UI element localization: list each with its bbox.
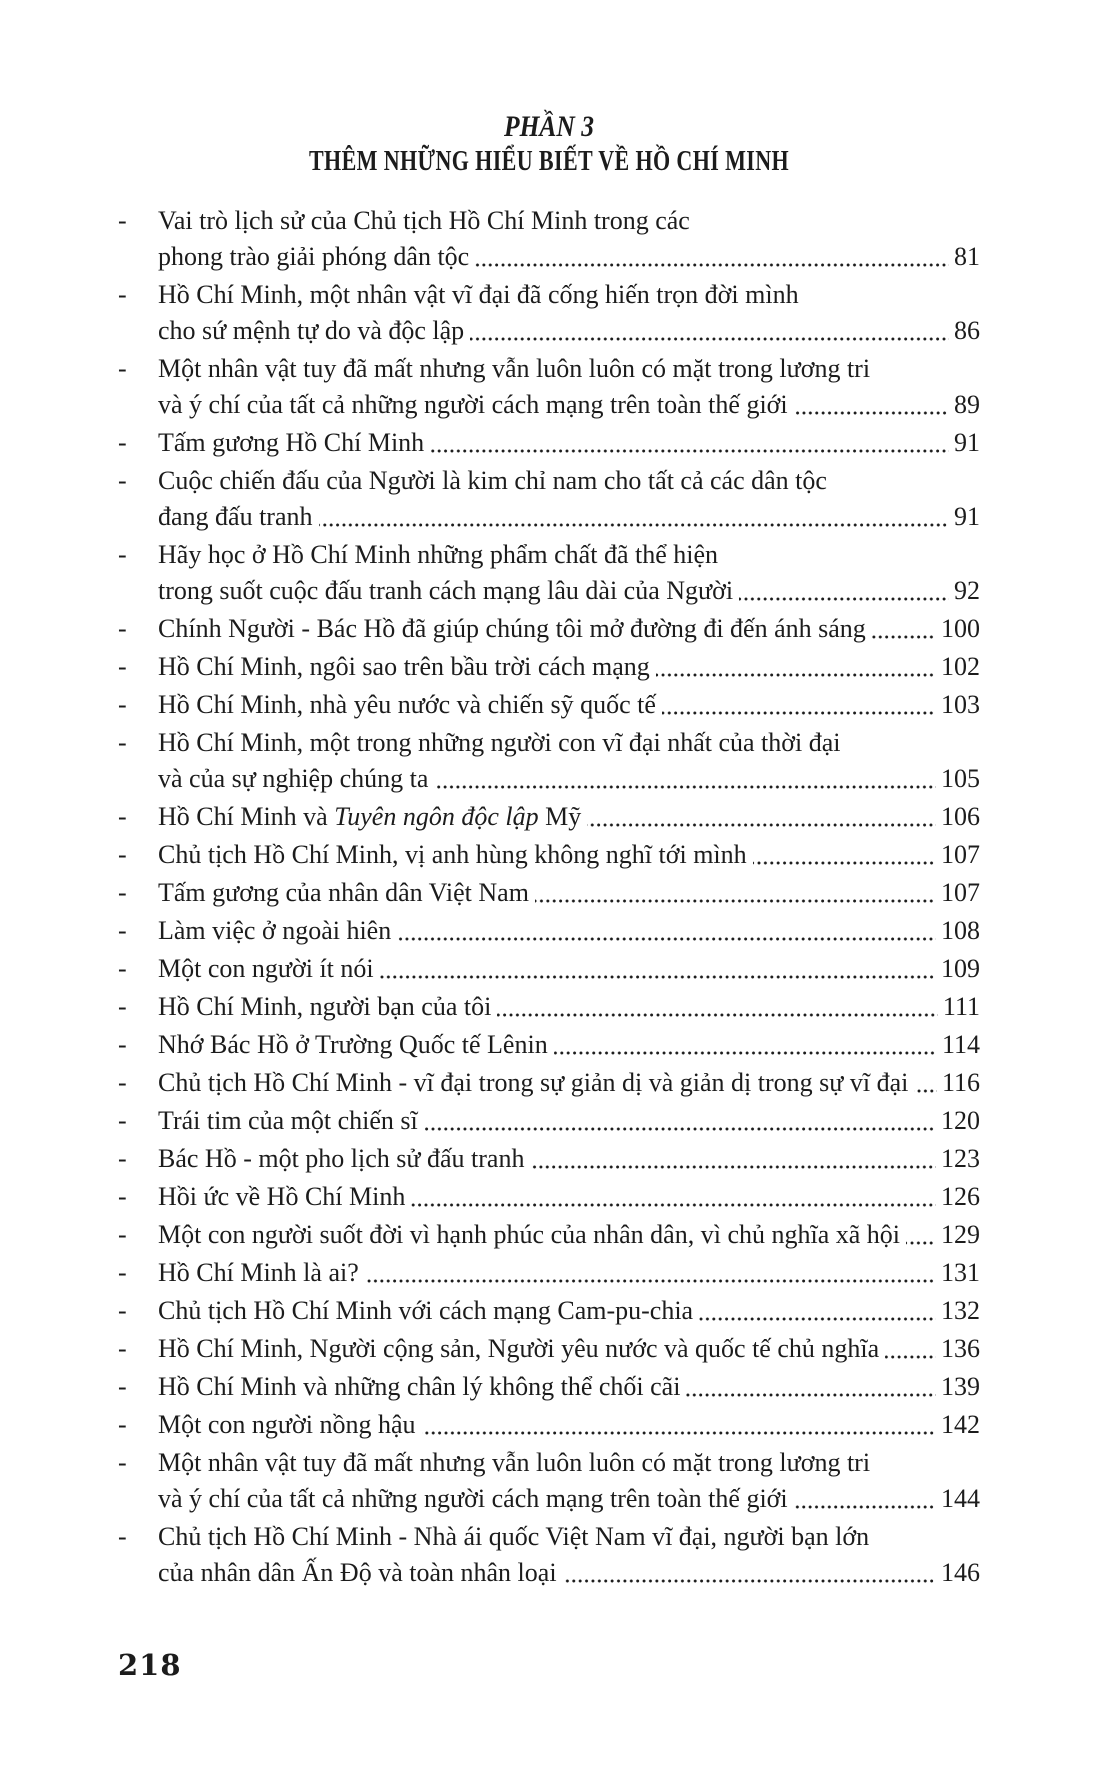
dash-bullet: - <box>118 916 127 945</box>
toc-page-number: 100 <box>941 614 980 643</box>
dash-bullet: - <box>118 1144 127 1173</box>
toc-title: và của sự nghiệp chúng ta <box>158 764 429 793</box>
toc-line <box>158 1179 980 1215</box>
toc-item <box>118 875 980 911</box>
toc-page-number: 106 <box>941 802 980 831</box>
toc-page-number: 92 <box>954 576 980 605</box>
toc-entry <box>158 611 980 647</box>
toc-line <box>158 277 980 313</box>
dot-leader <box>914 1089 937 1093</box>
toc-item <box>118 687 980 723</box>
toc-line <box>158 1407 980 1443</box>
toc-entry <box>158 537 980 609</box>
toc-page-number: 108 <box>941 916 980 945</box>
toc-item <box>118 425 980 461</box>
dot-leader <box>554 1051 937 1055</box>
toc-entry <box>158 799 980 835</box>
toc-title: Hồi ức về Hồ Chí Minh <box>158 1182 406 1211</box>
dot-leader <box>475 263 949 267</box>
toc-item <box>118 1103 980 1139</box>
dot-leader <box>424 1127 936 1131</box>
toc-line <box>158 203 980 239</box>
toc-line <box>158 573 980 609</box>
toc-entry <box>158 203 980 275</box>
toc-title: Trái tim của một chiến sĩ <box>158 1106 418 1135</box>
dot-leader <box>397 937 936 941</box>
part-title: THÊM NHỮNG HIỂU BIẾT VỀ HỒ CHÍ MINH <box>308 145 790 177</box>
toc-entry <box>158 1179 980 1215</box>
toc-title: Một nhân vật tuy đã mất nhưng vẫn luôn luôn có mặt trong lương tri <box>158 354 871 383</box>
dot-leader <box>434 785 936 789</box>
dot-leader <box>686 1393 936 1397</box>
toc-line <box>158 1555 980 1591</box>
toc-title: Chính Người - Bác Hồ đã giúp chúng tôi mở đường đi đến ánh sáng <box>158 614 866 643</box>
toc-item <box>118 1519 980 1591</box>
toc-entry <box>158 1407 980 1443</box>
toc-title: Hồ Chí Minh, một nhân vật vĩ đại đã cống hiến trọn đời mình <box>158 280 799 309</box>
dot-leader <box>535 899 936 903</box>
toc-line <box>158 1027 980 1063</box>
dash-bullet: - <box>118 1068 127 1097</box>
toc-page-number: 120 <box>941 1106 980 1135</box>
toc-title: Hồ Chí Minh và Tuyên ngôn độc lập Mỹ <box>158 802 582 831</box>
toc-item <box>118 1141 980 1177</box>
toc-title: Một nhân vật tuy đã mất nhưng vẫn luôn luôn có mặt trong lương tri <box>158 1448 871 1477</box>
toc-page-number: 81 <box>954 242 980 271</box>
toc-title: phong trào giải phóng dân tộc <box>158 242 470 271</box>
toc-line <box>158 1255 980 1291</box>
toc-entry <box>158 1217 980 1253</box>
dot-leader <box>662 711 936 715</box>
dash-bullet: - <box>118 466 127 495</box>
toc-title: Cuộc chiến đấu của Người là kim chỉ nam cho tất cả các dân tộc <box>158 466 827 495</box>
toc-item <box>118 1027 980 1063</box>
dash-bullet: - <box>118 652 127 681</box>
toc-page-number: 132 <box>941 1296 980 1325</box>
toc-line <box>158 1481 980 1517</box>
part-label: PHẦN 3 <box>504 110 594 143</box>
toc-entry <box>158 837 980 873</box>
toc-title: Hãy học ở Hồ Chí Minh những phẩm chất đã thể hiện <box>158 540 719 569</box>
dot-leader <box>563 1579 936 1583</box>
toc-title: và ý chí của tất cả những người cách mạng trên toàn thế giới <box>158 390 788 419</box>
dot-leader <box>656 673 936 677</box>
toc-item <box>118 203 980 275</box>
toc-page-number: 91 <box>954 502 980 531</box>
toc-title: Một con người nồng hậu <box>158 1410 416 1439</box>
toc-item <box>118 1369 980 1405</box>
toc-line <box>158 989 980 1025</box>
toc-entry <box>158 649 980 685</box>
toc-entry <box>158 1141 980 1177</box>
dot-leader <box>365 1279 936 1283</box>
toc-title: Chủ tịch Hồ Chí Minh - vĩ đại trong sự giản dị và giản dị trong sự vĩ đại <box>158 1068 909 1097</box>
toc-item <box>118 351 980 423</box>
toc-title: Tấm gương Hồ Chí Minh <box>158 428 425 457</box>
dash-bullet: - <box>118 1258 127 1287</box>
toc-entry <box>158 277 980 349</box>
dash-bullet: - <box>118 1334 127 1363</box>
toc-title: Nhớ Bác Hồ ở Trường Quốc tế Lênin <box>158 1030 548 1059</box>
toc-page-number: 89 <box>954 390 980 419</box>
dot-leader <box>530 1165 936 1169</box>
toc-entry <box>158 951 980 987</box>
dash-bullet: - <box>118 878 127 907</box>
dot-leader <box>380 975 936 979</box>
toc-line <box>158 499 980 535</box>
toc-page-number: 146 <box>941 1558 980 1587</box>
toc-line <box>158 1445 980 1481</box>
dot-leader <box>422 1431 937 1435</box>
dot-leader <box>872 635 936 639</box>
dash-bullet: - <box>118 1410 127 1439</box>
toc-page-number: 103 <box>941 690 980 719</box>
toc-line <box>158 1369 980 1405</box>
dash-bullet: - <box>118 1522 127 1551</box>
toc-entry <box>158 425 980 461</box>
dash-bullet: - <box>118 280 127 309</box>
toc-title: Làm việc ở ngoài hiên <box>158 916 392 945</box>
toc-list <box>118 203 980 1591</box>
toc-title: Vai trò lịch sử của Chủ tịch Hồ Chí Minh trong các <box>158 206 690 235</box>
dot-leader <box>430 449 949 453</box>
toc-page-number: 105 <box>941 764 980 793</box>
toc-line <box>158 837 980 873</box>
dot-leader <box>794 411 949 415</box>
toc-item <box>118 1065 980 1101</box>
toc-page-number: 139 <box>941 1372 980 1401</box>
toc-item <box>118 1179 980 1215</box>
toc-line <box>158 1331 980 1367</box>
toc-page-number: 144 <box>941 1484 980 1513</box>
toc-item <box>118 1217 980 1253</box>
dash-bullet: - <box>118 1372 127 1401</box>
toc-item <box>118 649 980 685</box>
toc-title: Hồ Chí Minh, Người cộng sản, Người yêu nước và quốc tế chủ nghĩa <box>158 1334 880 1363</box>
footer-page-number: 218 <box>118 1648 182 1682</box>
dash-bullet: - <box>118 1106 127 1135</box>
toc-item <box>118 277 980 349</box>
toc-title: Chủ tịch Hồ Chí Minh, vị anh hùng không nghĩ tới mình <box>158 840 747 869</box>
dash-bullet: - <box>118 1296 127 1325</box>
dash-bullet: - <box>118 802 127 831</box>
toc-item <box>118 1255 980 1291</box>
toc-entry <box>158 351 980 423</box>
toc-item <box>118 725 980 797</box>
toc-entry <box>158 1331 980 1367</box>
toc-entry <box>158 913 980 949</box>
toc-item <box>118 463 980 535</box>
toc-line <box>158 1065 980 1101</box>
dot-leader <box>885 1355 936 1359</box>
dash-bullet: - <box>118 992 127 1021</box>
dash-bullet: - <box>118 206 127 235</box>
dash-bullet: - <box>118 954 127 983</box>
toc-line <box>158 1103 980 1139</box>
toc-entry <box>158 1293 980 1329</box>
toc-page-number: 107 <box>941 840 980 869</box>
toc-title: Hồ Chí Minh, một trong những người con vĩ đại nhất của thời đại <box>158 728 841 757</box>
toc-title: Hồ Chí Minh, ngôi sao trên bầu trời cách mạng <box>158 652 650 681</box>
toc-entry <box>158 1065 980 1101</box>
toc-item <box>118 611 980 647</box>
toc-entry <box>158 1103 980 1139</box>
toc-title: Chủ tịch Hồ Chí Minh - Nhà ái quốc Việt Nam vĩ đại, người bạn lớn <box>158 1522 870 1551</box>
toc-title: đang đấu tranh <box>158 502 313 531</box>
toc-line <box>158 239 980 275</box>
dot-leader <box>587 823 936 827</box>
toc-page-number: 126 <box>941 1182 980 1211</box>
dot-leader <box>497 1013 938 1017</box>
toc-title: cho sứ mệnh tự do và độc lập <box>158 316 465 345</box>
toc-line <box>158 1293 980 1329</box>
dash-bullet: - <box>118 428 127 457</box>
toc-entry <box>158 725 980 797</box>
dash-bullet: - <box>118 1448 127 1477</box>
toc-line <box>158 725 980 761</box>
dash-bullet: - <box>118 728 127 757</box>
dot-leader <box>319 523 949 527</box>
toc-title: của nhân dân Ấn Độ và toàn nhân loại <box>158 1558 557 1587</box>
toc-title: Chủ tịch Hồ Chí Minh với cách mạng Cam-pu-chia <box>158 1296 694 1325</box>
toc-line <box>158 1519 980 1555</box>
toc-line <box>158 1217 980 1253</box>
toc-entry <box>158 875 980 911</box>
toc-line <box>158 913 980 949</box>
toc-line <box>158 951 980 987</box>
toc-title: Tấm gương của nhân dân Việt Nam <box>158 878 529 907</box>
toc-page-number: 123 <box>941 1144 980 1173</box>
toc-page-number: 102 <box>941 652 980 681</box>
dot-leader <box>739 597 949 601</box>
toc-line <box>158 313 980 349</box>
toc-page-number: 136 <box>941 1334 980 1363</box>
dot-leader <box>906 1241 936 1245</box>
toc-item <box>118 799 980 835</box>
dot-leader <box>699 1317 936 1321</box>
toc-item <box>118 989 980 1025</box>
toc-line <box>158 761 980 797</box>
toc-line <box>158 387 980 423</box>
toc-item <box>118 1407 980 1443</box>
toc-entry <box>158 989 980 1025</box>
toc-line <box>158 875 980 911</box>
dash-bullet: - <box>118 1030 127 1059</box>
dot-leader <box>753 861 936 865</box>
dash-bullet: - <box>118 1220 127 1249</box>
toc-page-number: 142 <box>941 1410 980 1439</box>
toc-page-number: 111 <box>942 992 980 1021</box>
toc-page-number: 86 <box>954 316 980 345</box>
toc-entry <box>158 1255 980 1291</box>
dash-bullet: - <box>118 840 127 869</box>
toc-page-number: 129 <box>941 1220 980 1249</box>
toc-item <box>118 1445 980 1517</box>
dash-bullet: - <box>118 1182 127 1211</box>
toc-item <box>118 1293 980 1329</box>
dash-bullet: - <box>118 540 127 569</box>
toc-entry <box>158 1027 980 1063</box>
toc-entry <box>158 1445 980 1517</box>
toc-item <box>118 951 980 987</box>
toc-item <box>118 837 980 873</box>
toc-title: Một con người ít nói <box>158 954 374 983</box>
toc-page-number: 114 <box>941 1030 980 1059</box>
toc-line <box>158 611 980 647</box>
toc-page-number: 107 <box>941 878 980 907</box>
toc-entry <box>158 687 980 723</box>
toc-page-number: 116 <box>941 1068 980 1097</box>
dash-bullet: - <box>118 614 127 643</box>
toc-line <box>158 351 980 387</box>
toc-title: Hồ Chí Minh, người bạn của tôi <box>158 992 492 1021</box>
toc-line <box>158 425 980 461</box>
toc-title: Hồ Chí Minh và những chân lý không thể chối cãi <box>158 1372 681 1401</box>
dot-leader <box>411 1203 936 1207</box>
toc-page-number: 91 <box>954 428 980 457</box>
toc-line <box>158 463 980 499</box>
toc-item <box>118 1331 980 1367</box>
toc-line <box>158 799 980 835</box>
toc-item <box>118 913 980 949</box>
toc-title: và ý chí của tất cả những người cách mạng trên toàn thế giới <box>158 1484 788 1513</box>
toc-entry <box>158 463 980 535</box>
dash-bullet: - <box>118 690 127 719</box>
dot-leader <box>470 337 949 341</box>
toc-title: Bác Hồ - một pho lịch sử đấu tranh <box>158 1144 525 1173</box>
toc-item <box>118 537 980 609</box>
toc-page-number: 109 <box>941 954 980 983</box>
dash-bullet: - <box>118 354 127 383</box>
toc-title: Một con người suốt đời vì hạnh phúc của nhân dân, vì chủ nghĩa xã hội <box>158 1220 901 1249</box>
toc-title: Hồ Chí Minh là ai? <box>158 1258 359 1287</box>
toc-title: trong suốt cuộc đấu tranh cách mạng lâu dài của Người <box>158 576 734 605</box>
toc-line <box>158 687 980 723</box>
toc-title: Hồ Chí Minh, nhà yêu nước và chiến sỹ quốc tế <box>158 690 656 719</box>
toc-line <box>158 537 980 573</box>
dot-leader <box>794 1505 936 1509</box>
toc-page-number: 131 <box>941 1258 980 1287</box>
toc-entry <box>158 1369 980 1405</box>
toc-entry <box>158 1519 980 1591</box>
toc-line <box>158 649 980 685</box>
toc-line <box>158 1141 980 1177</box>
